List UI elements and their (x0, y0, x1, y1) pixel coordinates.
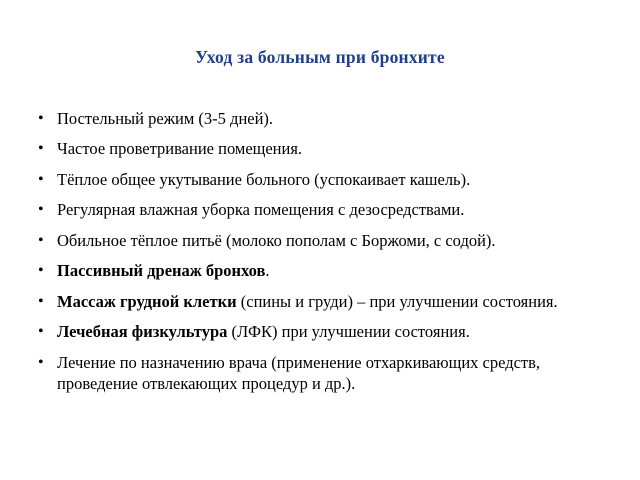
plain-text: Лечение по назначению врача (применение отхаркивающих средств, проведение отвлекающих процедур и др.). (57, 352, 541, 394)
list-item (30, 352, 616, 396)
plain-text: Постельный режим (3-5 дней). (57, 109, 274, 128)
bullet-dot-icon: • (38, 323, 44, 341)
emphasis-text: Массаж грудной клетки (57, 291, 237, 311)
list-item (30, 138, 616, 160)
bullet-dot-icon: • (38, 231, 44, 249)
list-item (30, 108, 616, 130)
page-title: Уход за больным при бронхите (195, 47, 445, 67)
plain-text: Частое проветривание помещения. (57, 139, 303, 159)
list-item-label (57, 261, 270, 280)
plain-text: . (265, 261, 270, 281)
list-item-label (57, 322, 470, 341)
plain-text: (ЛФК) при улучшении состояния. (227, 322, 470, 342)
list-item (30, 169, 616, 191)
list-item (30, 291, 616, 313)
bullet-dot-icon: • (38, 140, 44, 158)
list-item (30, 260, 616, 282)
list-item (30, 199, 616, 221)
list-item-label (57, 200, 464, 219)
plain-text: Обильное тёплое питьё (молоко пополам с Боржоми, с содой). (57, 230, 496, 250)
plain-text: Регулярная влажная уборка помещения с дезосредствами. (57, 200, 465, 220)
plain-text: (спины и груди) – при улучшении состояния. (236, 291, 558, 311)
bullet-dot-icon: • (38, 110, 44, 127)
emphasis-text: Лечебная физкультура (57, 322, 228, 342)
list-item-label (57, 231, 496, 250)
list-item-label (57, 292, 558, 311)
list-item-label (57, 109, 273, 128)
bullet-dot-icon: • (38, 262, 44, 280)
bullet-list (30, 108, 616, 404)
bullet-dot-icon: • (38, 292, 44, 310)
bullet-dot-icon: • (38, 170, 44, 188)
list-item-label (57, 170, 470, 189)
bullet-dot-icon: • (38, 353, 44, 371)
bullet-dot-icon: • (38, 201, 44, 219)
list-item (30, 230, 616, 252)
list-item-label (57, 353, 540, 394)
list-item (30, 321, 616, 343)
emphasis-text: Пассивный дренаж бронхов (57, 261, 266, 281)
plain-text: Тёплое общее укутывание больного (успокаивает кашель). (57, 169, 471, 189)
list-item-label (57, 139, 302, 158)
